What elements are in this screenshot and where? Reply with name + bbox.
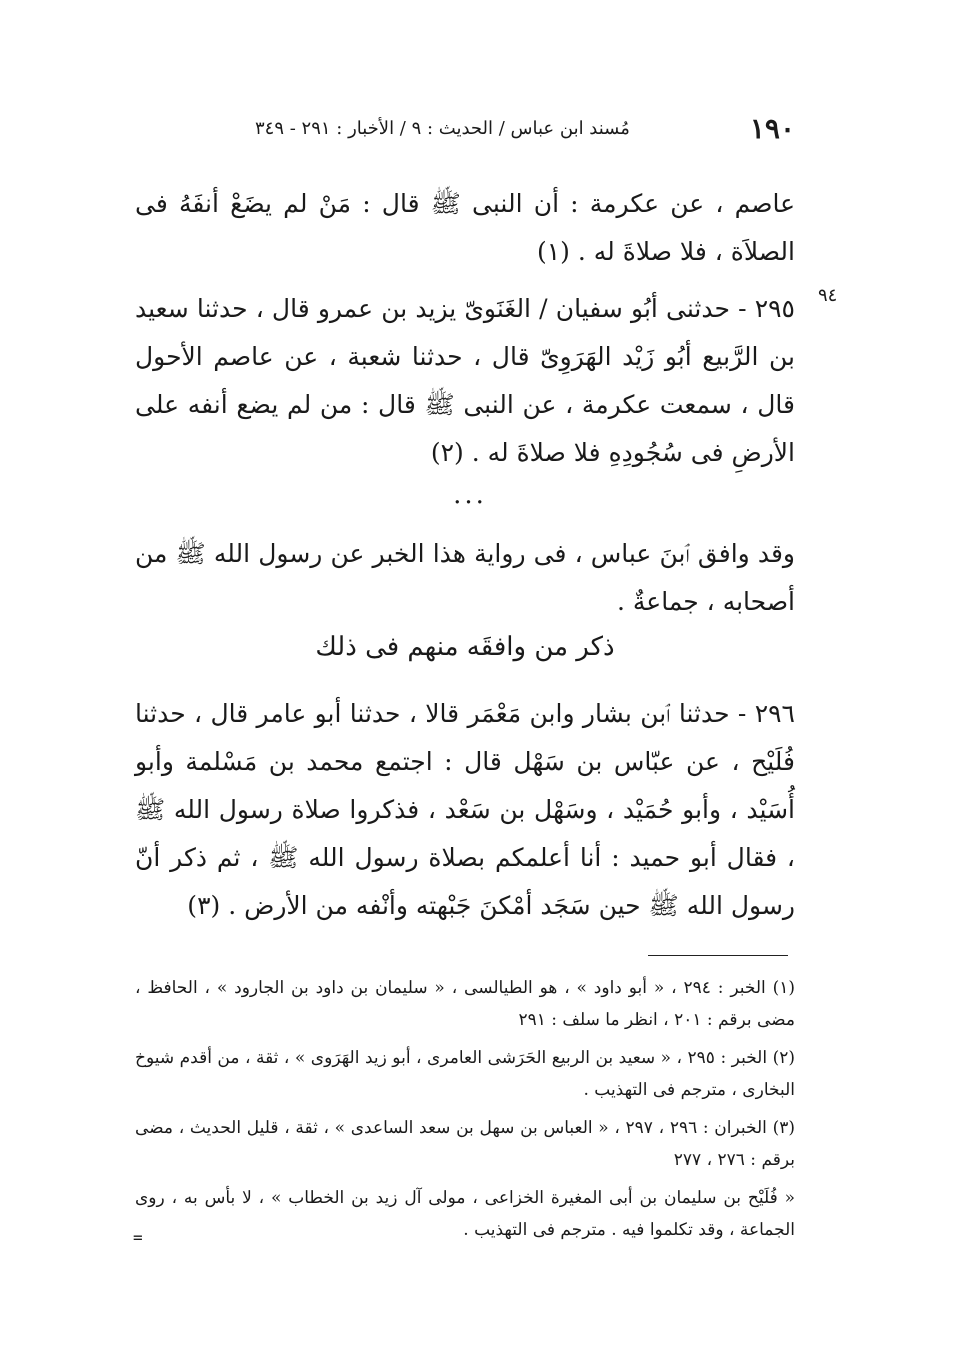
margin-page-number: ٩٤ xyxy=(818,285,838,306)
footnote-divider xyxy=(648,955,788,956)
paragraph-3: وقد وافق ٱبنَ عباس ، فى رواية هذا الخبر عن رسول الله ﷺ من أصحابه ، جماعةٌ . xyxy=(135,539,795,616)
footnote-3: (٣) الخبران : ٢٩٦ ، ٢٩٧ ، « العباس بن سهل بن سعد الساعدى » ، ثقة ، قليل الحديث ، مضى برقم : ٢٧٦ ، ٢٧٧ xyxy=(135,1118,795,1170)
hadith-296: ٢٩٦ - حدثنا ٱبن بشار وابن مَعْمَر قالا ، حدثنا أبو عامر قال ، حدثنا فُلَيْح ، عن عبّاس بن سَهْل قال : اجتمع محمد بن مَسْلمة وأبو أُسَيْد ، وأبو حُمَيْد ، وسَهْل بن سَعْد ، فذكروا صلاة رسول الله ﷺ ، فقال أبو حميد : أنا أعلمكم بصلاة رسول الله ﷺ ، ثم ذكر أنّ رسول الله ﷺ حين سَجَد أمْكنَ جَبْهته وأنْفه من الأرض . (٣) xyxy=(135,699,795,920)
continuation-mark: = xyxy=(133,1228,143,1247)
footnote-3-continued: « فُلَيْح بن سليمان بن أبى المغيرة الخزاعى ، مولى آل زيد بن الخطاب » ، لا بأس به ، روى الجماعة ، وقد تكلموا فيه . مترجم فى التهذيب . xyxy=(135,1188,795,1240)
footnote-1: (١) الخبر : ٢٩٤ ، « أبو داود » ، هو الطيالسى ، « سليمان بن داود بن الجارود » ، الحافظ ، مضى برقم : ٢٠١ ، انظر ما سلف : ٢٩١ xyxy=(135,978,795,1030)
page-number: ١٩٠ xyxy=(749,112,795,145)
paragraph-1: عاصم ، عن عكرمة : أن النبى ﷺ قال : مَنْ لم يضَعْ أنفَهُ فى الصلاَة ، فلا صلاةَ له . (١) xyxy=(135,189,795,266)
running-title: مُسند ابن عباس / الحديث : ٩ / الأخبار : ٢٩١ - ٣٤٩ xyxy=(255,118,630,139)
section-heading: ذكر من وافقَه منهم فى ذلك xyxy=(315,632,615,662)
section-separator: ... xyxy=(453,480,487,510)
footnotes xyxy=(135,972,795,1252)
footnote-2: (٢) الخبر : ٢٩٥ ، « سعيد بن الربيع الحَرَشى العامرى ، أبو زيد الهَرَوى » ، ثقة ، من أقدم شيوخ البخارى ، مترجم فى التهذيب . xyxy=(135,1048,795,1100)
page-header xyxy=(135,112,795,152)
hadith-295: ٢٩٥ - حدثنى أبُو سفيان / الغَنَوىّ يزيد بن عمرو قال ، حدثنا سعيد بن الرَّبيع أبُو زَيْد الهَرَوِىّ قال ، حدثنا شعبة ، عن عاصم الأحول قال ، سمعت عكرمة ، عن النبى ﷺ قال : من لم يضع أنفه على الأرضِ فى سُجُودِهِ فلا صلاةَ له . (٢) xyxy=(135,294,795,467)
